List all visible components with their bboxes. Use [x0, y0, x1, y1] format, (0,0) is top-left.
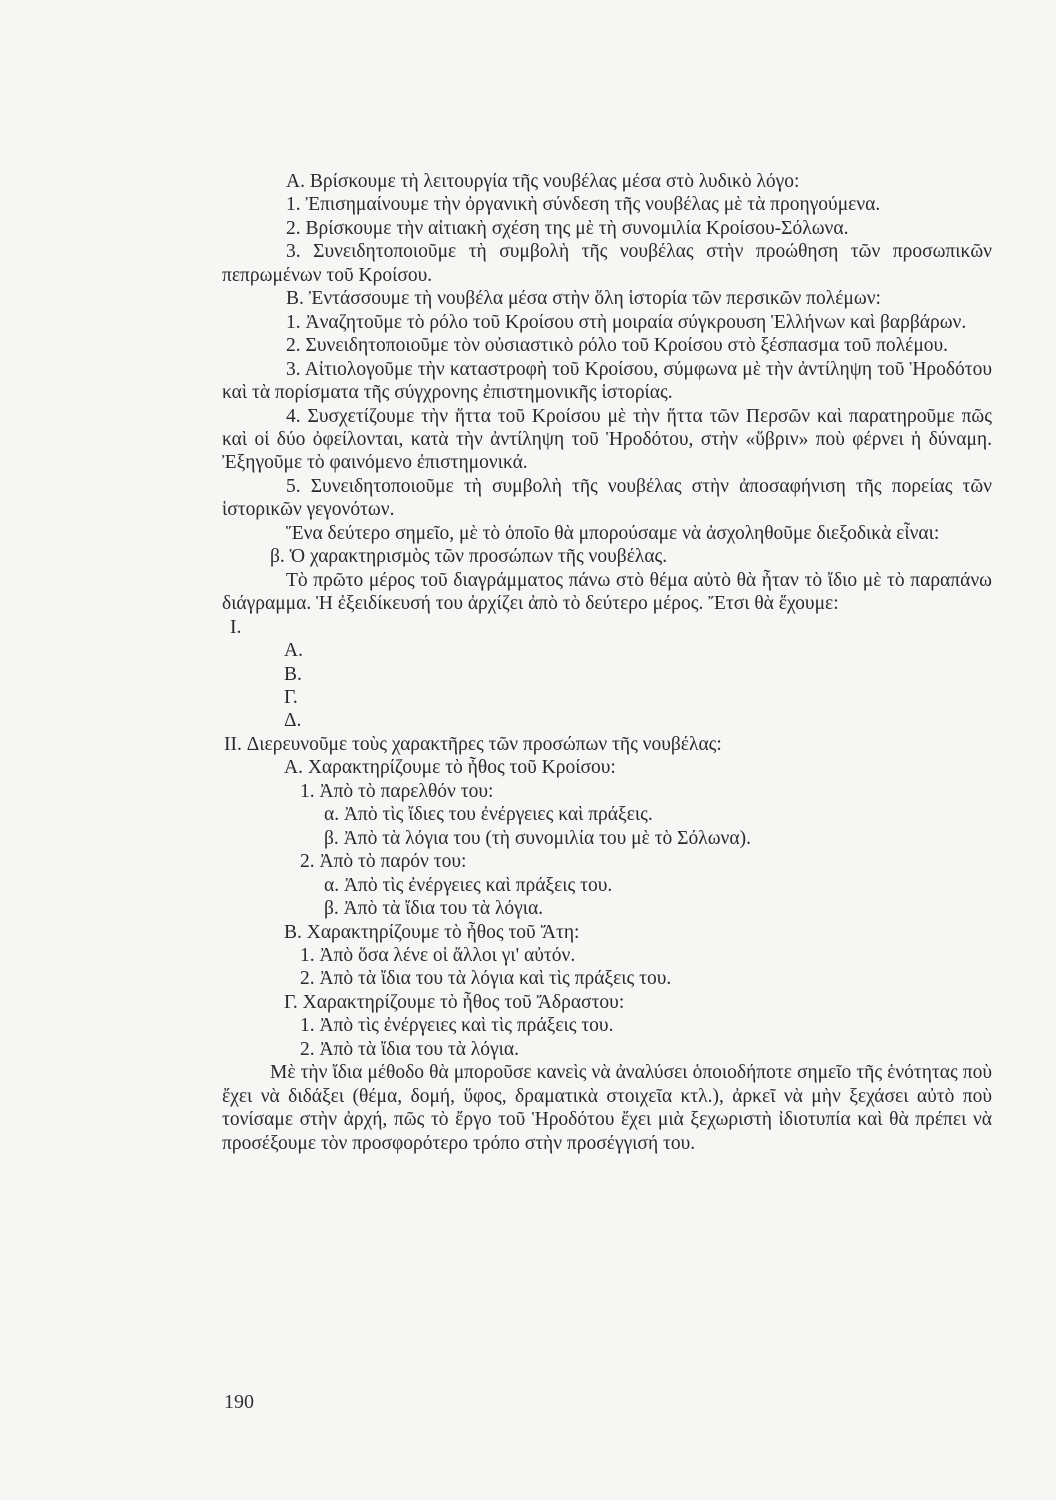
outline-I-D: Δ. — [284, 710, 302, 732]
paragraph-diagram: Τὸ πρῶτο μέρος τοῦ διαγράμματος πάνω στὸ θέμα αὐτὸ θὰ ἦταν τὸ ἴδιο μὲ τὸ παραπάνω διάγραμμα. Ἡ ἐξειδίκευσή του ἀρχίζει ἀπὸ τὸ δεύτερο μέρος. Ἔτσι θὰ ἔχουμε: — [222, 569, 992, 615]
outline-II-A-2-b: β. Ἀπὸ τὰ ἴδια του τὰ λόγια. — [324, 898, 544, 920]
outline-II-A-2-a: α. Ἀπὸ τὶς ἐνέργειες καὶ πράξεις του. — [324, 874, 613, 896]
item-A3: 3. Συνειδητοποιοῦμε τὴ συμβολὴ τῆς νουβέλας στὴν προώθηση τῶν προσωπικῶν πεπρωμένων τοῦ Κροίσου. — [222, 241, 992, 286]
item-B4: 4. Συσχετίζουμε τὴν ἥττα τοῦ Κροίσου μὲ τὴν ἥττα τῶν Περσῶν καὶ παρατηροῦμε πῶς καὶ οἱ δύο ὀφείλονται, κατὰ τὴν ἀντίληψη τοῦ Ἡροδότου, στὴν «ὕβριν» ποὺ φέρνει ἡ δύναμη. Ἐξηγοῦμε τὸ φαινόμενο ἐπιστημονικά. — [222, 405, 992, 474]
outline-I: I. — [230, 616, 242, 638]
outline-II-G-2: 2. Ἀπὸ τὰ ἴδια του τὰ λόγια. — [300, 1038, 519, 1060]
heading-A: Α. Βρίσκουμε τὴ λειτουργία τῆς νουβέλας μέσα στὸ λυδικὸ λόγο: — [286, 171, 800, 192]
outline-I-B: Β. — [284, 663, 302, 685]
outline-II-G: Γ. Χαρακτηρίζουμε τὸ ἦθος τοῦ Ἄδραστου: — [284, 991, 625, 1013]
outline-II-A-1-b: β. Ἀπὸ τὰ λόγια του (τὴ συνομιλία του μὲ τὸ Σόλωνα). — [324, 827, 751, 849]
outline-II-G-1: 1. Ἀπὸ τὶς ἐνέργειες καὶ τὶς πράξεις του. — [300, 1015, 614, 1037]
item-B5: 5. Συνειδητοποιοῦμε τὴ συμβολὴ τῆς νουβέλας στὴν ἀποσαφήνιση τῆς πορείας τῶν ἱστορικῶν γεγονότων. — [222, 475, 992, 521]
outline-II-A-1-a: α. Ἀπὸ τὶς ἴδιες του ἐνέργειες καὶ πράξεις. — [324, 804, 653, 826]
page-number: 190 — [224, 1391, 254, 1413]
outline-I-G: Γ. — [284, 686, 298, 708]
closing-paragraph: Μὲ τὴν ἴδια μέθοδο θὰ μποροῦσε κανεὶς νὰ ἀναλύσει ὁποιοδήποτε σημεῖο τῆς ἑνότητας ποὺ ἔχει νὰ διδάξει (θέμα, δομή, ὕφος, δραματικὰ στοιχεῖα κτλ.), ἀρκεῖ νὰ μὴν ξεχάσει αὐτὸ ποὺ τονίσαμε στὴν ἀρχή, πῶς τὸ ἔργο τοῦ Ἡροδότου ἔχει μιὰ ξεχωριστὴ ἰδιοτυπία καὶ θὰ πρέπει νὰ προσέξουμε τὸν προσφορότερο τρόπο στὴν προσέγγισή του. — [222, 1062, 992, 1154]
heading-B: Β. Ἐντάσσουμε τὴ νουβέλα μέσα στὴν ὅλη ἱστορία τῶν περσικῶν πολέμων: — [286, 288, 881, 310]
outline-II-A: Α. Χαρακτηρίζουμε τὸ ἦθος τοῦ Κροίσου: — [284, 757, 616, 779]
outline-II-B-2: 2. Ἀπὸ τὰ ἴδια του τὰ λόγια καὶ τὶς πράξεις του. — [300, 968, 672, 990]
paragraph-second-point: Ἕνα δεύτερο σημεῖο, μὲ τὸ ὁποῖο θὰ μπορούσαμε νὰ ἀσχοληθοῦμε διεξοδικὰ εἶναι: — [286, 522, 940, 544]
outline-II-A-1: 1. Ἀπὸ τὸ παρελθόν του: — [300, 780, 494, 802]
subheading-b: β. Ὁ χαρακτηρισμὸς τῶν προσώπων τῆς νουβέλας. — [270, 546, 668, 568]
item-A1: 1. Ἐπισημαίνουμε τὴν ὀργανικὴ σύνδεση τῆς νουβέλας μὲ τὰ προηγούμενα. — [286, 194, 881, 216]
item-B2: 2. Συνειδητοποιοῦμε τὸν οὐσιαστικὸ ρόλο τοῦ Κροίσου στὸ ξέσπασμα τοῦ πολέμου. — [286, 335, 949, 357]
item-B3: 3. Αἰτιολογοῦμε τὴν καταστροφὴ τοῦ Κροίσου, σύμφωνα μὲ τὴν ἀντίληψη τοῦ Ἡροδότου καὶ τὰ πορίσματα τῆς σύγχρονης ἐπιστημονικῆς ἱστορίας. — [222, 358, 992, 404]
body-text — [222, 170, 992, 1155]
outline-II-B-1: 1. Ἀπὸ ὅσα λένε οἱ ἄλλοι γι' αὐτόν. — [300, 944, 576, 966]
outline-II-B: Β. Χαρακτηρίζουμε τὸ ἦθος τοῦ Ἄτη: — [284, 921, 580, 943]
item-B1: 1. Ἀναζητοῦμε τὸ ρόλο τοῦ Κροίσου στὴ μοιραία σύγκρουση Ἑλλήνων καὶ βαρβάρων. — [286, 311, 967, 333]
outline-II-A-2: 2. Ἀπὸ τὸ παρόν του: — [300, 851, 467, 873]
item-A2: 2. Βρίσκουμε τὴν αἰτιακὴ σχέση της μὲ τὴ συνομιλία Κροίσου-Σόλωνα. — [286, 217, 849, 239]
outline-I-A: Α. — [284, 640, 303, 662]
outline-II: II. Διερευνοῦμε τοὺς χαρακτῆρες τῶν προσώπων τῆς νουβέλας: — [224, 733, 722, 755]
